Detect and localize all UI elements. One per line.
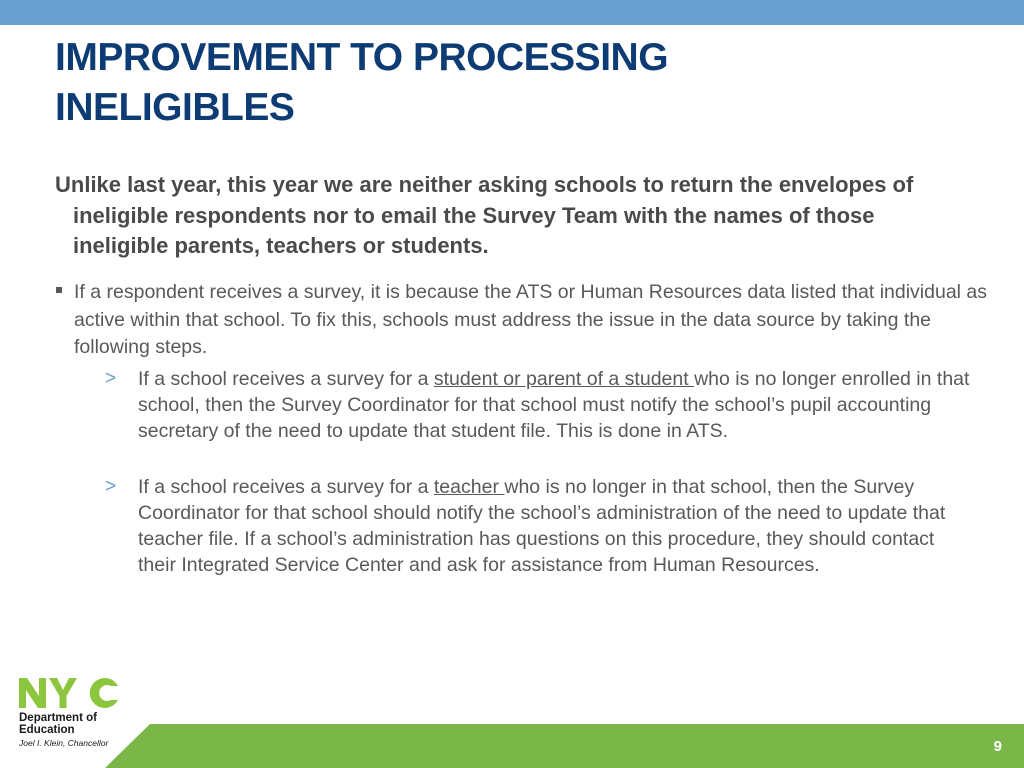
bullet-text: If a respondent receives a survey, it is because the ATS or Human Resources data listed that individual as active within that school. To fix this, schools must address the issue in the data source by taking the following steps.	[74, 281, 988, 358]
chevron-right-icon: >	[105, 368, 117, 389]
page-number: 9	[993, 738, 1002, 755]
sub-bullet-teacher	[105, 474, 973, 578]
sub-bullet-student-text-after: who is no longer enrolled in that school, then the Survey Coordinator for that school must notify the school’s pupil accounting secretary of the need to update that student file. This is done in ATS.	[138, 368, 970, 442]
nyc-logo-mark-icon	[19, 676, 119, 710]
top-bar	[0, 0, 1024, 25]
slide-title-line-2: INELIGIBLES	[55, 86, 295, 129]
sub-bullet-teacher-text-after: who is no longer in that school, then the Survey Coordinator for that school should notify the school’s administration of the need to update that teacher file. If a school’s administration has questions on this procedure, they should contact their Integrated Service Center and ask for assistance from Human Resources.	[138, 476, 946, 576]
lead-paragraph: Unlike last year, this year we are neither asking schools to return the envelopes of ineligible respondents nor to email the Survey Team with the names of those ineligible parents, teachers or students.	[55, 172, 914, 258]
footer-bar	[0, 724, 1024, 768]
teacher-link[interactable]: teacher	[433, 476, 505, 498]
chevron-right-icon: >	[105, 476, 117, 497]
logo-line-1: Department of	[19, 712, 97, 724]
bullet-point	[55, 279, 994, 362]
sub-bullet-teacher-text-before: If a school receives a survey for a	[138, 476, 434, 498]
sub-bullet-student	[105, 366, 973, 444]
slide-title	[55, 33, 955, 133]
sub-bullet-student-text-before: If a school receives a survey for a	[138, 368, 434, 390]
slide-title-line-1: IMPROVEMENT TO PROCESSING	[55, 36, 669, 79]
square-bullet-icon	[56, 287, 62, 293]
logo-chancellor-text: Joel I. Klein, Chancellor	[19, 738, 109, 748]
student-parent-link[interactable]: student or parent of a student	[433, 368, 695, 390]
logo-line-2: Education	[19, 724, 75, 736]
